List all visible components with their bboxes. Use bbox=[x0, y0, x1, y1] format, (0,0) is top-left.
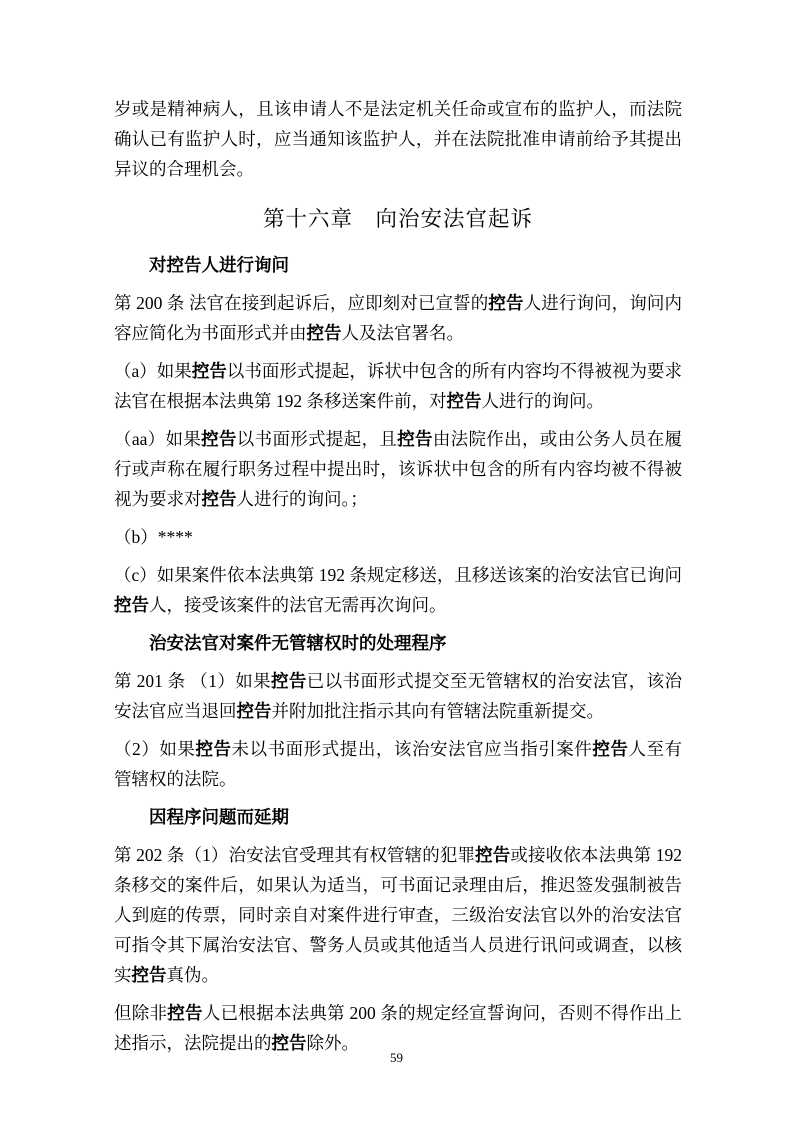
paragraph: 但除非控告人已根据本法典第 200 条的规定经宣誓询问，否则不得作出上述指示，法院提出的控告除外。 bbox=[114, 1003, 683, 1053]
paragraph: 第 200 条 法官在接到起诉后，应即刻对已宣誓的控告人进行询问，询问内容应简化为书面形式并由控告人及法官署名。 bbox=[114, 293, 683, 343]
paragraph: 岁或是精神病人，且该申请人不是法定机关任命或宣布的监护人，而法院确认已有监护人时，应当通知该监护人，并在法院批准申请前给予其提出异议的合理机会。 bbox=[114, 99, 682, 179]
bold-term: 控告 bbox=[271, 1033, 307, 1053]
bold-term: 控告 bbox=[201, 489, 237, 509]
bold-term: 控告 bbox=[592, 739, 629, 759]
paragraph: 第 202 条（1）治安法官受理其有权管辖的犯罪控告或接收依本法典第 192 条移交的案件后，如果认为适当，可书面记录理由后，推迟签发强制被告人到庭的传票，同时亲自对案件进行审查，三级治安法官以外的治安法官可指令其下属治安法官、警务人员或其他适当人员进行讯问或调查，以核实控告真伪。 bbox=[114, 845, 683, 985]
page-number: 59 bbox=[390, 1050, 403, 1065]
paragraph: （a）如果控告以书面形式提起，诉状中包含的所有内容均不得被视为要求法官在根据本法典第 192 条移送案件前，对控告人进行的询问。 bbox=[114, 361, 682, 411]
bold-term: 控告 bbox=[114, 595, 149, 615]
bold-term: 控告 bbox=[236, 701, 272, 721]
paragraph: （aa）如果控告以书面形式提起，且控告由法院作出，或由公务人员在履行或声称在履行职务过程中提出时，该诉状中包含的所有内容均被不得被视为要求对控告人进行的询问。； bbox=[114, 429, 683, 509]
section-heading: 治安法官对案件无管辖权时的处理程序 bbox=[149, 633, 447, 653]
bold-term: 控告 bbox=[397, 429, 433, 449]
paragraph: （b）**** bbox=[114, 527, 193, 547]
document-content bbox=[114, 94, 682, 1066]
paragraph: （2）如果控告未以书面形式提出，该治安法官应当指引案件控告人至有管辖权的法院。 bbox=[114, 739, 683, 789]
chapter-heading: 第十六章 向治安法官起诉 bbox=[262, 207, 533, 231]
bold-term: 控告 bbox=[271, 671, 307, 691]
bold-term: 控告 bbox=[488, 293, 524, 313]
section-heading: 因程序问题而延期 bbox=[149, 807, 289, 827]
bold-term: 控告 bbox=[475, 845, 511, 865]
section-heading: 对控告人进行询问 bbox=[149, 255, 289, 275]
paragraph: 第 201 条 （1）如果控告已以书面形式提交至无管辖权的治安法官，该治安法官应当退回控告并附加批注指示其向有管辖法院重新提交。 bbox=[114, 671, 683, 721]
paragraph: （c）如果案件依本法典第 192 条规定移送，且移送该案的治安法官已询问控告人，接受该案件的法官无需再次询问。 bbox=[114, 565, 682, 615]
bold-term: 控告 bbox=[195, 739, 232, 759]
bold-term: 控告 bbox=[191, 361, 227, 381]
bold-term: 控告 bbox=[201, 429, 237, 449]
bold-term: 控告 bbox=[306, 323, 342, 343]
bold-term: 控告 bbox=[167, 1003, 203, 1023]
bold-term: 控告 bbox=[446, 391, 482, 411]
bold-term: 控告 bbox=[131, 965, 167, 985]
